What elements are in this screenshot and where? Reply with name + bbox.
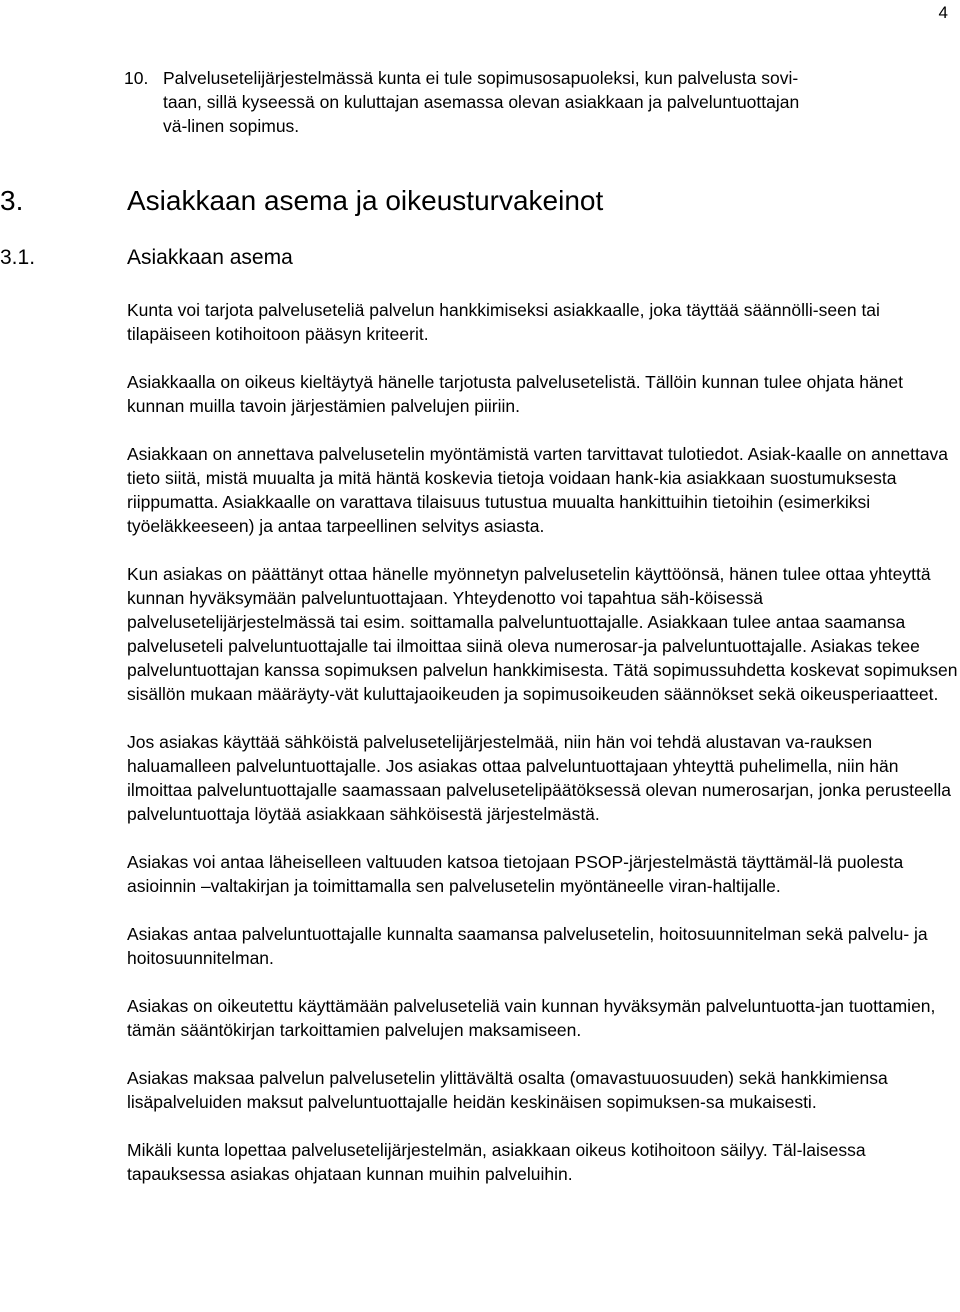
page-number: 4 xyxy=(938,3,948,22)
list-item-text: Palvelusetelijärjestelmässä kunta ei tule sopimusosapuoleksi, kun palvelusta sovi-taan, sillä kyseessä on kuluttajan asemassa olevan asiakkaan ja palveluntuottajan vä-linen sopimus. xyxy=(163,68,800,136)
paragraph: Kunta voi tarjota palveluseteliä palvelun hankkimiseksi asiakkaalle, joka täyttää säännölli-seen tai tilapäiseen kotihoitoon pääsyn kriteerit. xyxy=(127,300,880,344)
paragraph: Asiakas on oikeutettu käyttämään palveluseteliä vain kunnan hyväksymän palveluntuotta-jan tuottamien, tämän sääntökirjan tarkoittamien palvelujen maksamiseen. xyxy=(127,996,936,1040)
paragraph: Asiakkaalla on oikeus kieltäytyä hänelle tarjotusta palvelusetelistä. Tällöin kunnan tulee ohjata hänet kunnan muilla tavoin järjestämien palvelujen piiriin. xyxy=(127,372,904,416)
body-text xyxy=(127,298,960,1210)
subsection-number: 3.1. xyxy=(0,246,36,269)
paragraph: Asiakkaan on annettava palvelusetelin myöntämistä varten tarvittavat tulotiedot. Asiak-kaalle on annettava tieto siitä, mistä muualta ja mitä häntä koskevia tietoja voidaan hank-kia asiakkaan suostumuksesta riippumatta. Asiakkaalle on varattava tilaisuus tutustua muualta hankittuihin tietoihin (esimerkiksi työeläkkeeseen) ja antaa tarpeellinen selvitys asiasta. xyxy=(127,444,949,536)
list-item-number: 10. xyxy=(124,68,149,88)
paragraph: Asiakas antaa palveluntuottajalle kunnalta saamansa palvelusetelin, hoitosuunnitelman sekä palvelu- ja hoitosuunnitelman. xyxy=(127,924,928,968)
paragraph: Jos asiakas käyttää sähköistä palvelusetelijärjestelmää, niin hän voi tehdä alustavan va-rauksen haluamalleen palveluntuottajalle. Jos asiakas ottaa palveluntuottajaan yhteyttä puhelimella, niin hän ilmoittaa palveluntuottajalle saamassaan palvelusetelipäätöksessä olevan numerosarjan, jonka perusteella palveluntuottaja löytää asiakkaan sähköisestä järjestelmästä. xyxy=(127,732,951,824)
section-title: Asiakkaan asema ja oikeusturvakeinot xyxy=(127,185,604,216)
subsection-title: Asiakkaan asema xyxy=(127,246,293,269)
paragraph: Mikäli kunta lopettaa palvelusetelijärjestelmän, asiakkaan oikeus kotihoitoon säilyy. Täl-laisessa tapauksessa asiakas ohjataan kunnan muihin palveluihin. xyxy=(127,1140,866,1184)
paragraph: Asiakas voi antaa läheiselleen valtuuden katsoa tietojaan PSOP-järjestelmästä täyttämäl-lä puolesta asioinnin –valtakirjan ja toimittamalla sen palvelusetelin myöntäneelle viran-haltijalle. xyxy=(127,852,904,896)
list-item xyxy=(124,66,827,138)
section-number: 3. xyxy=(0,185,24,216)
paragraph: Asiakas maksaa palvelun palvelusetelin ylittävältä osalta (omavastuuosuuden) sekä hankkimiensa lisäpalveluiden maksut palveluntuottajalle heidän keskinäisen sopimuksen-sa mukaisesti. xyxy=(127,1068,888,1112)
paragraph: Kun asiakas on päättänyt ottaa hänelle myönnetyn palvelusetelin käyttöönsä, hänen tulee ottaa yhteyttä kunnan hyväksymään palveluntuottajaan. Yhteydenotto voi tapahtua säh-köisessä palvelusetelijärjestelmässä tai esim. soittamalla palveluntuottajalle. Asiakkaan tulee antaa saamansa palveluseteli palveluntuottajalle tai ilmoittaa siinä oleva numerosar-ja palveluntuottajalle. Asiakas tekee palveluntuottajan kanssa sopimuksen palvelun hankkimisesta. Tätä sopimussuhdetta koskevat sopimuksen sisällön mukaan määräyty-vät kuluttajaoikeuden ja sopimusoikeuden säännökset sekä oikeusperiaatteet. xyxy=(127,564,958,704)
